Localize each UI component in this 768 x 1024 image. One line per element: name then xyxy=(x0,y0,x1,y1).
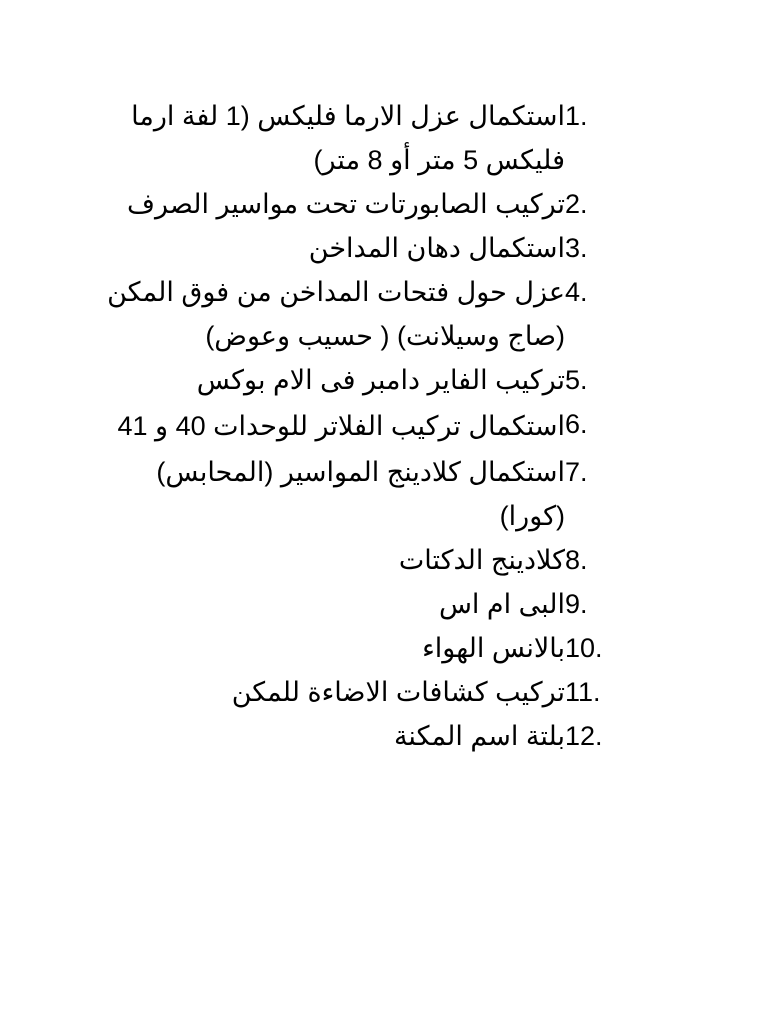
item-number: 4. xyxy=(565,277,588,307)
item-text: البى ام اس xyxy=(438,589,565,619)
item-text: استكمال دهان المداخن xyxy=(308,233,565,263)
item-number: 12. xyxy=(565,721,603,751)
item-number: 7. xyxy=(565,457,588,487)
list-item xyxy=(100,538,635,582)
item-number: 1. xyxy=(565,101,588,131)
item-number: 3. xyxy=(565,233,588,263)
list-item xyxy=(100,582,635,626)
list-item xyxy=(100,450,635,538)
list-item xyxy=(100,270,635,358)
list-item xyxy=(100,714,635,758)
list-item xyxy=(100,626,635,670)
item-number: 11. xyxy=(565,677,601,707)
item-text: استكمال عزل الارما فليكس (1 لفة ارما فليكس 5 متر أو 8 متر) xyxy=(131,101,565,175)
item-text: تركيب الصابورتات تحت مواسير الصرف xyxy=(126,189,565,219)
item-text: استكمال كلادينج المواسير (المحابس) (كورا) xyxy=(156,457,565,531)
list-item xyxy=(100,670,635,714)
list-item xyxy=(100,358,635,402)
list-item xyxy=(100,182,635,226)
item-number: 8. xyxy=(565,545,588,575)
item-number: 10. xyxy=(565,633,603,663)
list-item xyxy=(100,226,635,270)
list-item xyxy=(100,94,635,182)
task-list xyxy=(100,94,635,758)
item-text: استكمال تركيب الفلاتر للوحدات 40 و 41 xyxy=(117,411,565,441)
item-text: بلتة اسم المكنة xyxy=(393,721,565,751)
item-number: 2. xyxy=(565,189,588,219)
list-item xyxy=(100,402,635,450)
item-number: 5. xyxy=(565,365,588,395)
item-number: 9. xyxy=(565,589,588,619)
item-text: تركيب كشافات الاضاءة للمكن xyxy=(231,677,565,707)
item-text: عزل حول فتحات المداخن من فوق المكن (صاج وسيلانت) ( حسيب وعوض) xyxy=(107,277,565,351)
item-text: بالانس الهواء xyxy=(422,633,565,663)
item-text: كلادينج الدكتات xyxy=(398,545,565,575)
item-text: تركيب الفاير دامبر فى الام بوكس xyxy=(196,365,565,395)
item-number: 6. xyxy=(565,409,588,439)
